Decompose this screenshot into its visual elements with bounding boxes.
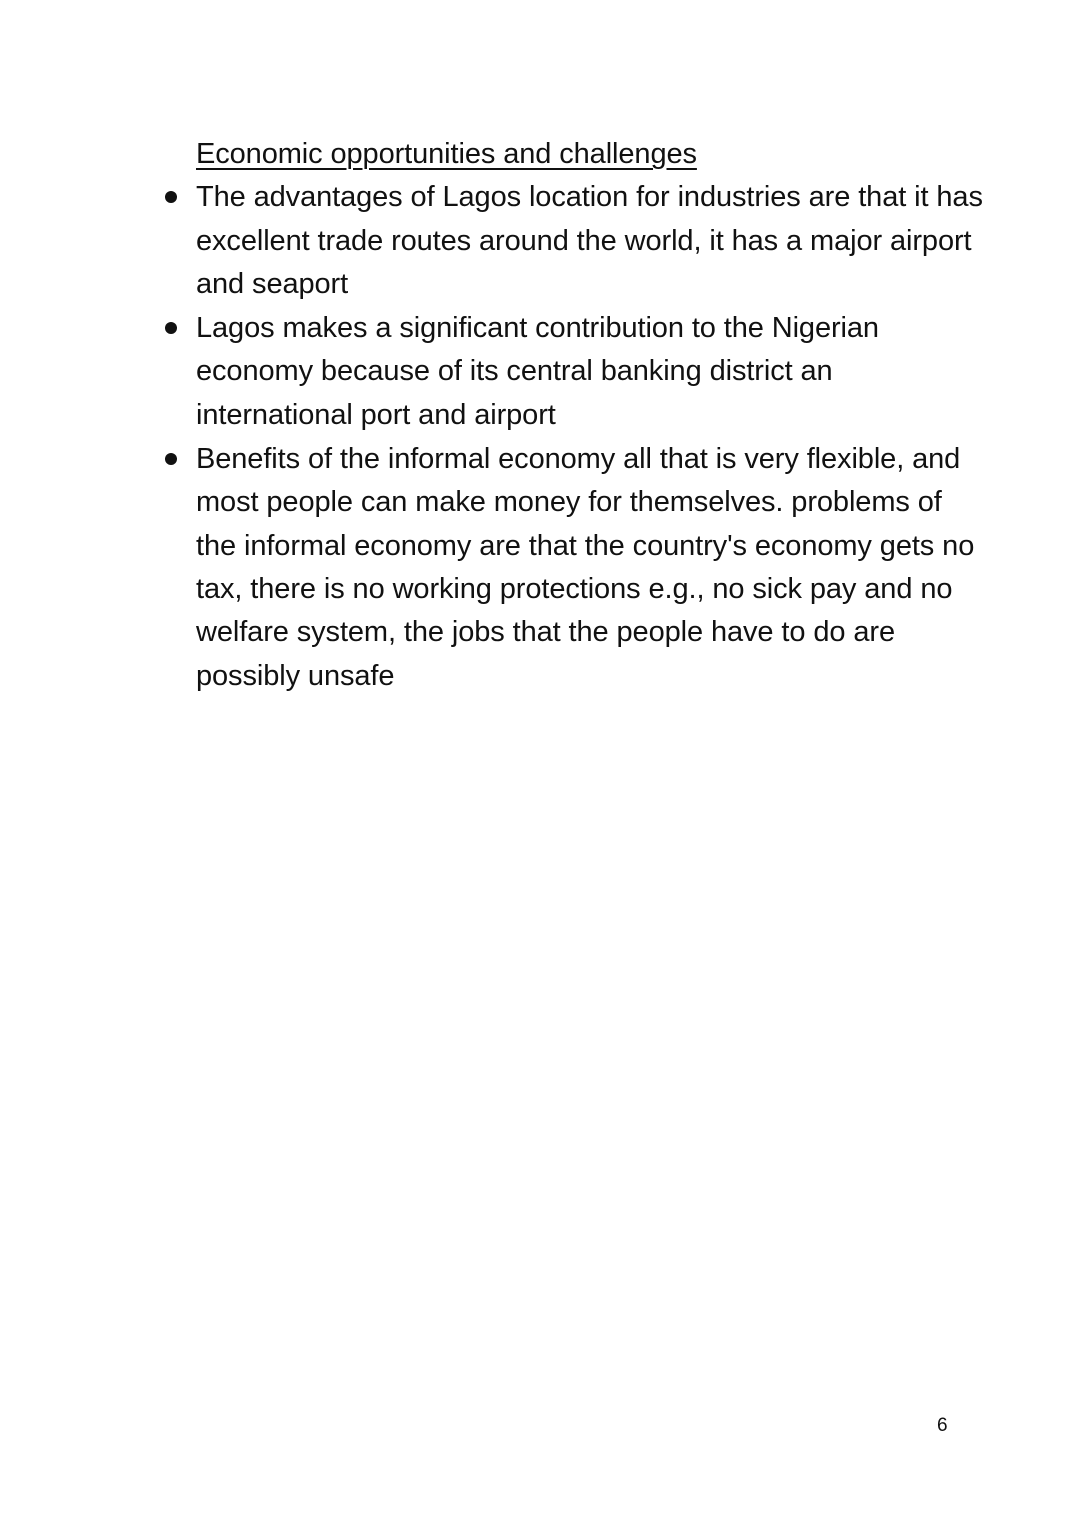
section-heading: Economic opportunities and challenges <box>196 138 697 170</box>
page-content <box>196 133 986 699</box>
bullet-icon <box>165 191 177 203</box>
bullet-icon <box>165 322 177 334</box>
page-number: 6 <box>937 1415 948 1436</box>
bullet-icon <box>165 453 177 465</box>
list-item-text: The advantages of Lagos location for industries are that it has excellent trade routes around the world, it has a major airport and seaport <box>196 181 983 300</box>
list-item <box>196 438 986 698</box>
bullet-list <box>196 176 986 698</box>
list-item <box>196 176 986 306</box>
list-item-text: Benefits of the informal economy all that is very flexible, and most people can make money for themselves. problems of the informal economy are that the country's economy gets no tax, there is no working protections e.g., no sick pay and no welfare system, the jobs that the people have to do are possibly unsafe <box>196 443 975 692</box>
list-item <box>196 307 986 437</box>
list-item-text: Lagos makes a significant contribution to the Nigerian economy because of its central banking district an international port and airport <box>196 312 879 431</box>
